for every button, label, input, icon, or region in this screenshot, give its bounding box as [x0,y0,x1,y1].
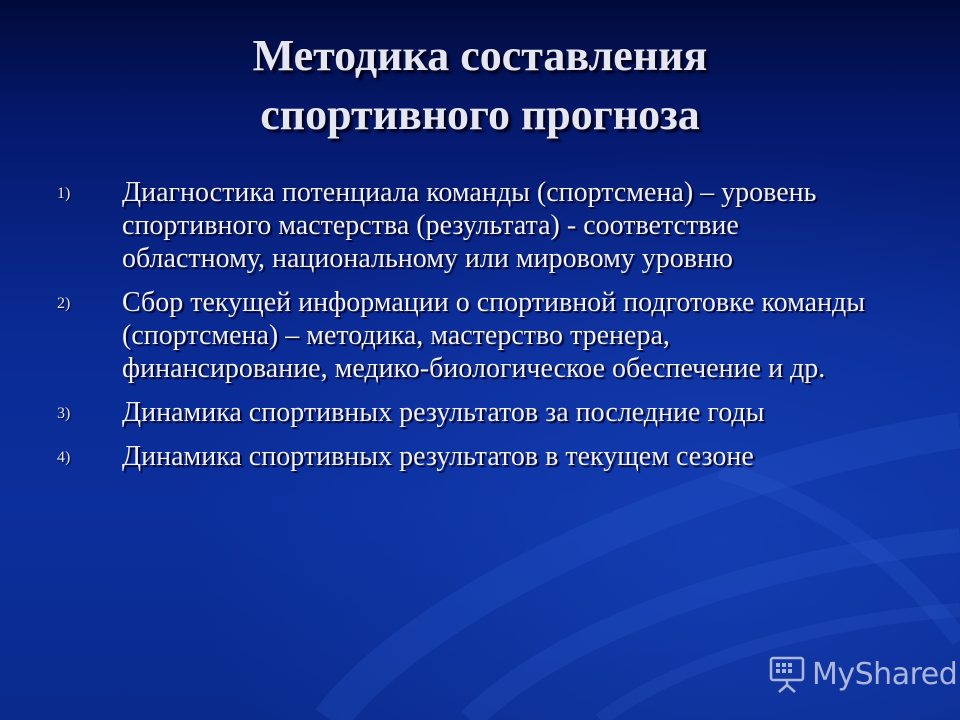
list-item-number: 2) [57,295,71,312]
myshared-logo [768,652,957,696]
projector-screen-icon [768,654,806,694]
list-item-number: 4) [57,449,71,466]
list-item-text: Динамика спортивных результатов в текущем сезоне [122,441,754,472]
list-item-text: Диагностика потенциала команды (спортсмена) – уровень спортивного мастерства (результата) - соответствие областному, национальному или мировому уровню [122,177,817,274]
slide-title [60,26,900,144]
list-item [0,176,882,275]
slide-title-line-2: спортивного прогноза [260,90,700,139]
list-item-number: 3) [57,405,71,422]
myshared-logo-text: MyShared [812,656,958,692]
slide-title-line-1: Методика составления [252,31,708,80]
list-item-text: Динамика спортивных результатов за последние годы [122,397,765,428]
list-item [0,286,882,385]
list-item-number: 1) [57,185,71,202]
list-item-text: Сбор текущей информации о спортивной подготовке команды (спортсмена) – методика, мастерство тренера, финансирование, медико-биологическое обеспечение и др. [122,287,866,384]
list-item [0,440,882,473]
list-item [0,396,882,429]
numbered-list [0,176,960,484]
